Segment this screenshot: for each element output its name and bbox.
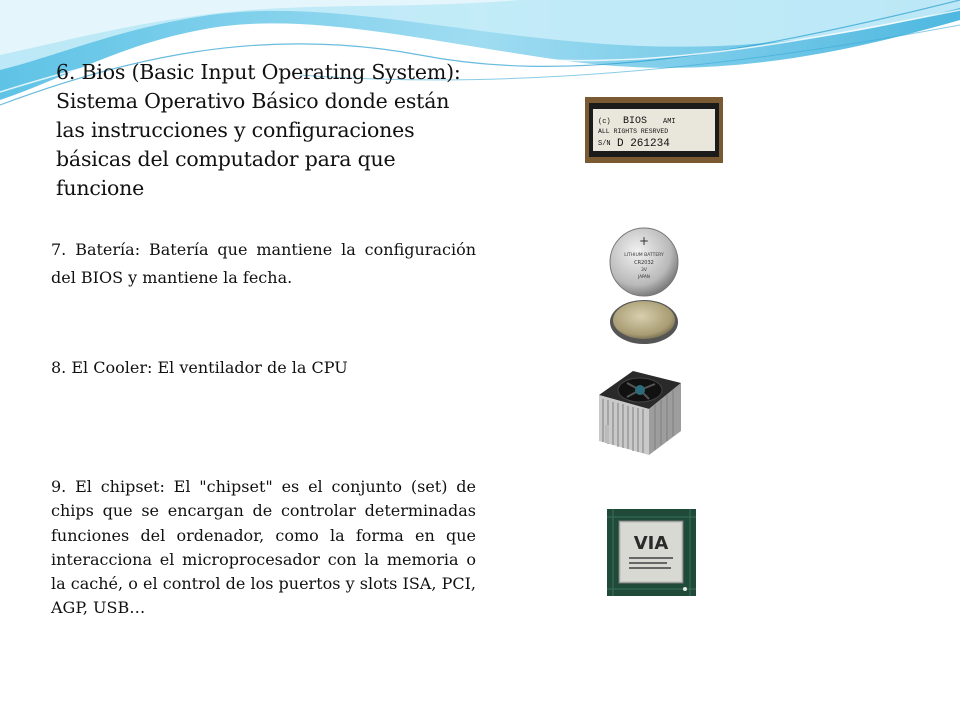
bios-serial: D 261234 xyxy=(617,138,670,150)
chipset-image xyxy=(607,509,696,596)
item-bios-text: 6. Bios (Basic Input Operating System): Sistema Operativo Básico donde están las instrucciones y configuraciones básicas del computador para que funcione xyxy=(56,60,461,200)
item-battery-text: 7. Batería: Batería que mantiene la configuración del BIOS y mantiene la fecha. xyxy=(51,240,476,287)
battery-label: LITHIUM BATTERY xyxy=(624,253,664,258)
bios-title: BIOS xyxy=(623,116,648,127)
bios-chip-image xyxy=(585,97,723,163)
battery-plus: + xyxy=(638,234,650,248)
bios-line1: (c) xyxy=(598,118,611,126)
battery-voltage: 3V xyxy=(641,268,647,273)
chipset-logo: VIA xyxy=(633,533,669,554)
battery-origin: JAPAN xyxy=(638,274,650,279)
battery-image xyxy=(608,225,680,347)
bios-rights: ALL RIGHTS RESRVED xyxy=(598,128,669,135)
bios-sn-label: S/N xyxy=(598,140,611,148)
bios-brand: AMI xyxy=(663,118,676,126)
cpu-cooler-image xyxy=(593,365,685,460)
item-cooler-text: 8. El Cooler: El ventilador de la CPU xyxy=(51,358,348,377)
battery-model: CR2032 xyxy=(634,260,654,266)
item-chipset-text: 9. El chipset: El "chipset" es el conjunto (set) de chips que se encargan de controlar determinadas funciones del ordenador, como la forma en que interacciona el microprocesador con la memoria o la caché, o el control de los puertos y slots ISA, PCI, AGP, USB… xyxy=(51,477,476,618)
